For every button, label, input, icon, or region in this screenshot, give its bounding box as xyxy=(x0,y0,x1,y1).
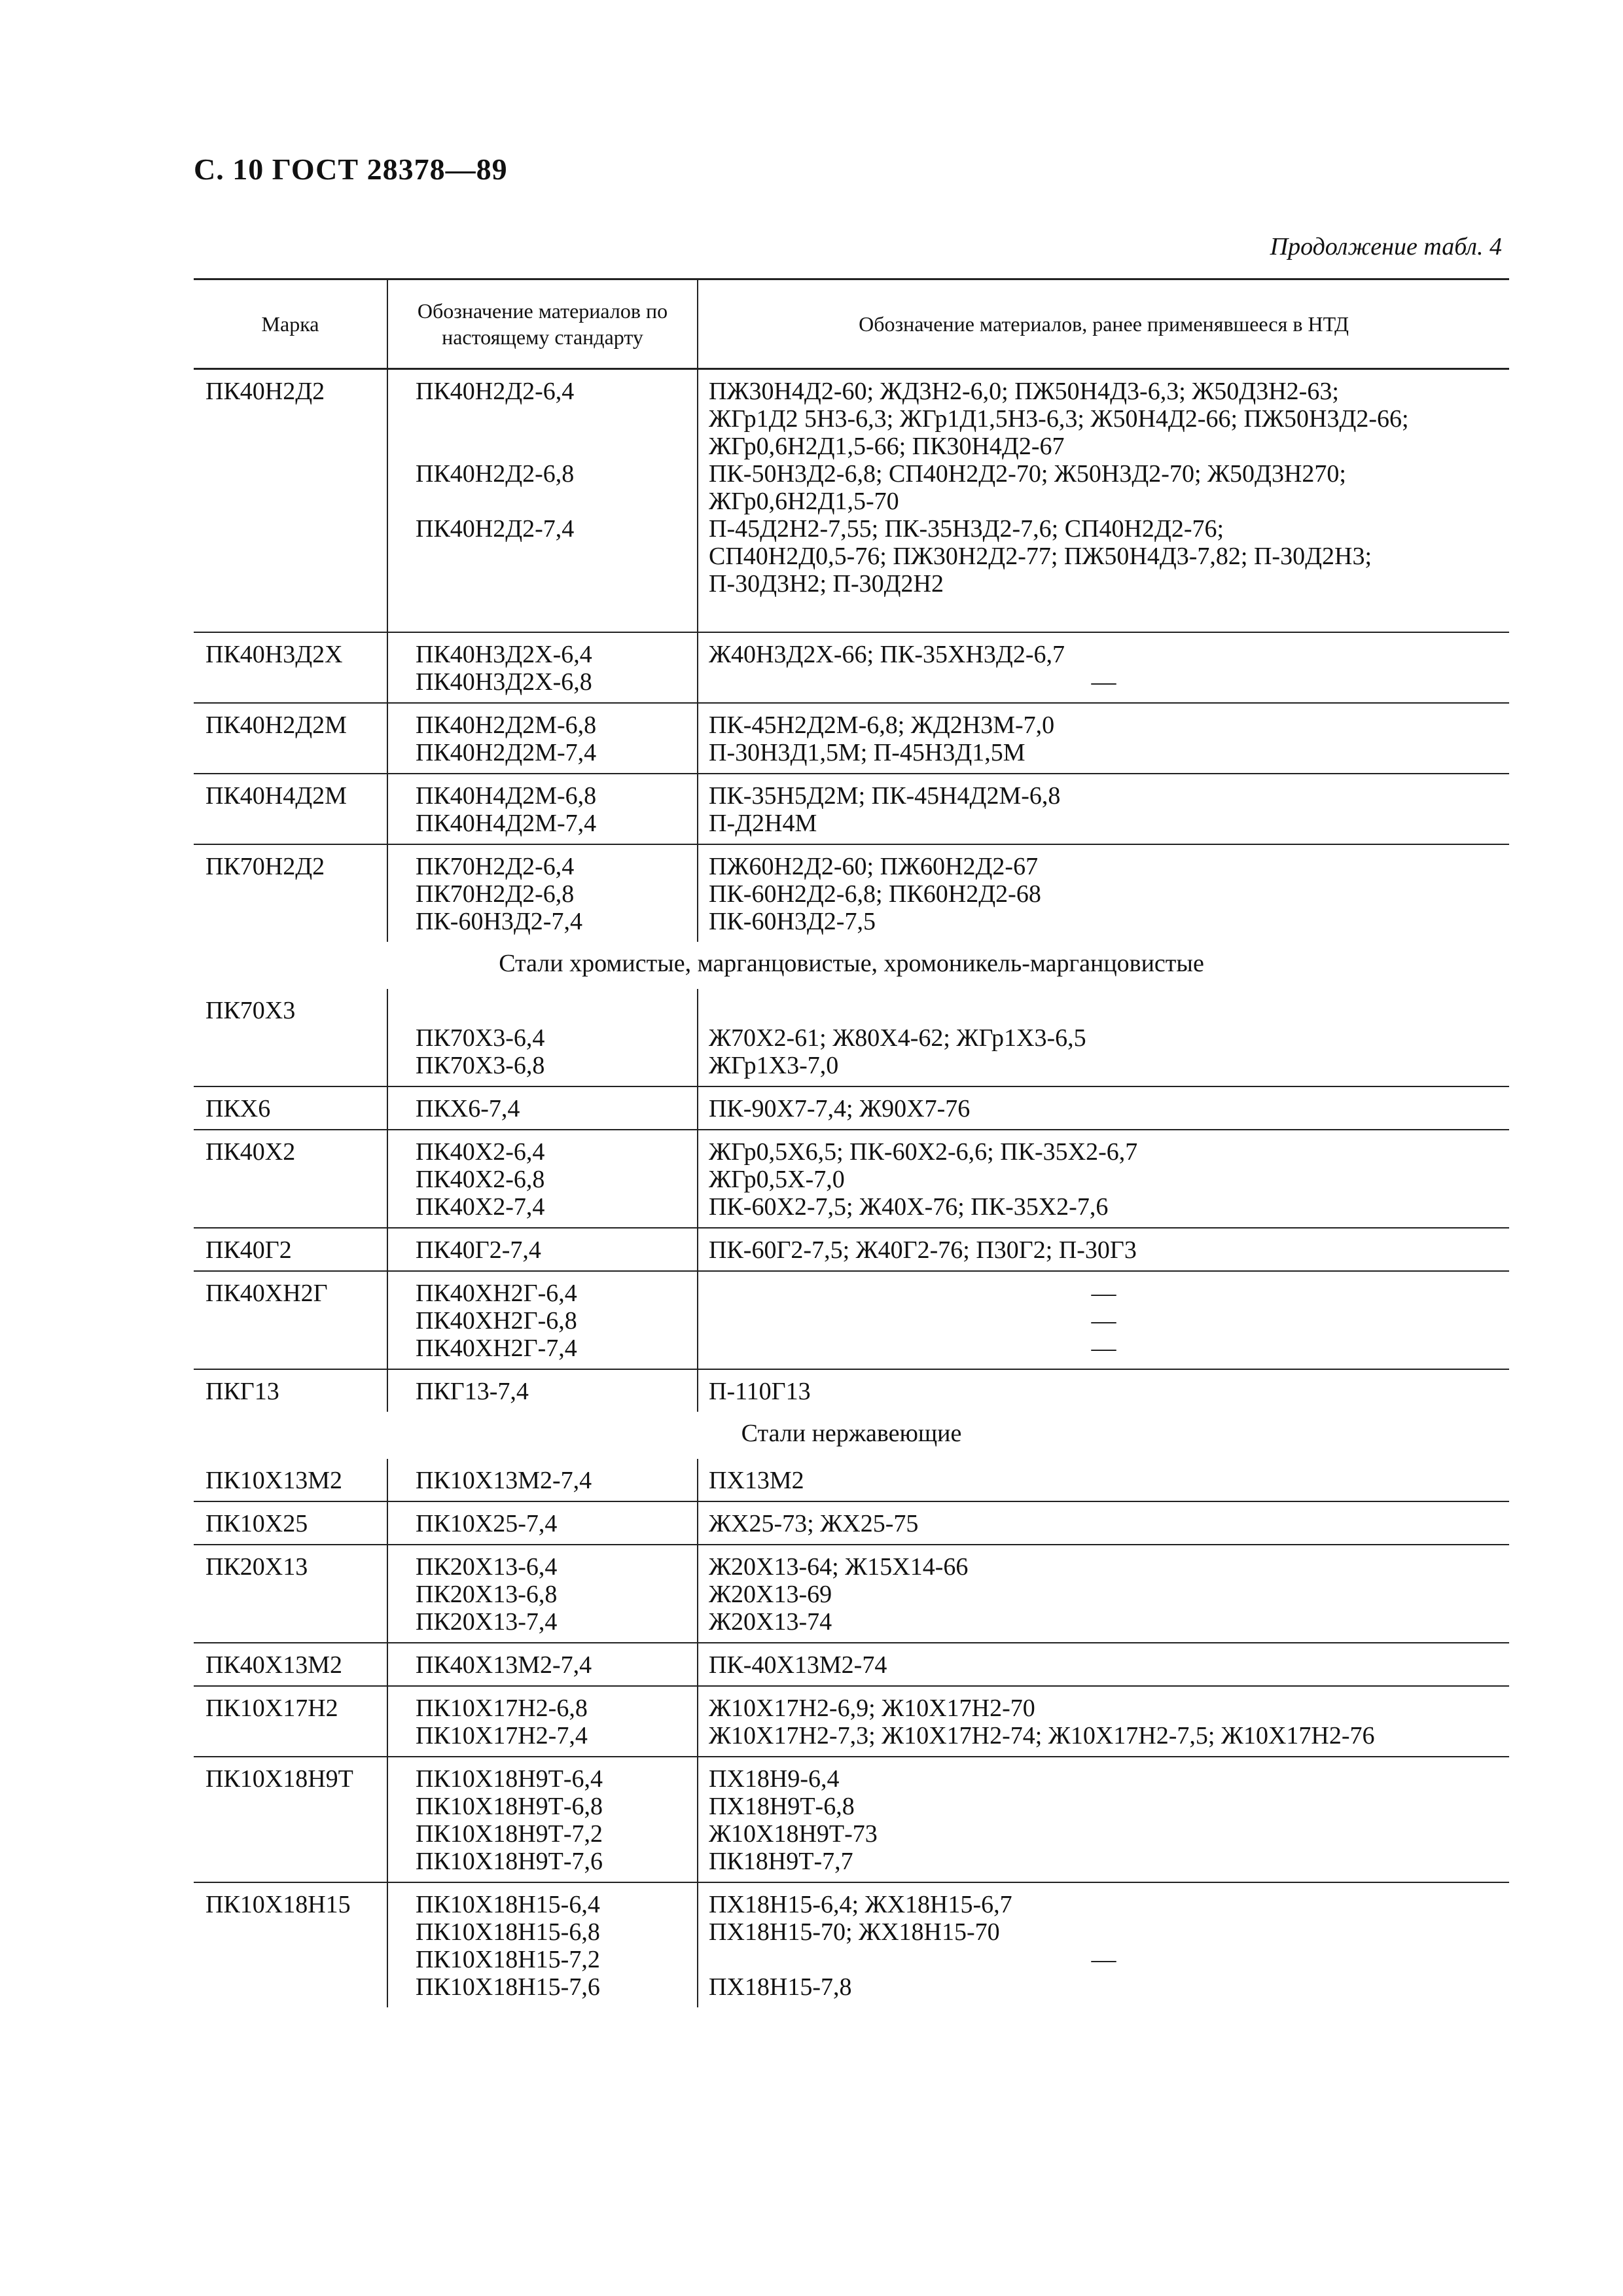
designation-line: ПК40ХН2Г-7,4 xyxy=(416,1335,577,1362)
designation-line: ПК40Н2Д2-6,8 xyxy=(416,460,575,488)
designation-line: ПК40Н4Д2М-6,8 xyxy=(416,782,597,810)
grade-cell: ПК40ХН2Г xyxy=(194,1271,387,1369)
old-designation-line: ПХ18Н9-6,4 xyxy=(709,1765,840,1793)
dash-placeholder: — xyxy=(1091,1946,1116,1973)
old-designation-line: ЖГр1Х3-7,0 xyxy=(709,1052,839,1079)
materials-table xyxy=(194,278,1509,2007)
old-designation-line: Ж10Х17Н2-7,3; Ж10Х17Н2-74; Ж10Х17Н2-7,5; Ж10Х17Н2-76 xyxy=(709,1722,1375,1749)
old-designation-line: ЖГр0,5Х6,5; ПК-60Х2-6,6; ПК-35Х2-6,7 xyxy=(709,1138,1138,1166)
designation-line: ПК40Г2-7,4 xyxy=(416,1236,541,1264)
table-row xyxy=(194,369,1509,633)
designation-line: ПК40ХН2Г-6,4 xyxy=(416,1280,577,1307)
designation-cell xyxy=(387,1501,698,1545)
column-header-designation: Обозначение материалов по настоящему стандарту xyxy=(387,279,698,369)
page-header: С. 10 ГОСТ 28378—89 xyxy=(194,152,508,186)
old-designation-cell xyxy=(698,1228,1509,1271)
old-designation-cell xyxy=(698,1545,1509,1643)
designation-line: ПК10Х13М2-7,4 xyxy=(416,1467,592,1494)
old-designation-line: ПХ18Н15-6,4; ЖХ18Н15-6,7 xyxy=(709,1891,1012,1918)
designation-cell xyxy=(387,1130,698,1228)
designation-line: ПК70Х3-6,4 xyxy=(416,1024,545,1052)
designation-line: ПК40Х2-6,4 xyxy=(416,1138,545,1166)
old-designation-cell xyxy=(698,1882,1509,2007)
grade-cell: ПК70Х3 xyxy=(194,989,387,1086)
column-header-grade: Марка xyxy=(194,279,387,369)
designation-line: ПК40Н3Д2Х-6,4 xyxy=(416,641,592,668)
designation-cell xyxy=(387,989,698,1086)
table-row xyxy=(194,1228,1509,1271)
designation-line: ПК70Н2Д2-6,8 xyxy=(416,880,575,908)
old-designation-line: Ж70Х2-61; Ж80Х4-62; ЖГр1Х3-6,5 xyxy=(709,1024,1086,1052)
table-header-row xyxy=(194,279,1509,369)
old-designation-line: ЖГр0,5Х-7,0 xyxy=(709,1166,845,1193)
old-designation-line: ПК-60Н3Д2-7,5 xyxy=(709,908,876,935)
grade-cell: ПК10Х25 xyxy=(194,1501,387,1545)
designation-cell xyxy=(387,844,698,942)
old-designation-line: Ж40Н3Д2Х-66; ПК-35ХН3Д2-6,7 xyxy=(709,641,1065,668)
designation-line: ПК10Х18Н15-6,8 xyxy=(416,1918,600,1946)
grade-cell: ПК40Х13М2 xyxy=(194,1643,387,1686)
old-designation-cell xyxy=(698,844,1509,942)
old-designation-cell xyxy=(698,774,1509,844)
designation-cell xyxy=(387,1757,698,1882)
table-row xyxy=(194,1545,1509,1643)
grade-cell: ПКХ6 xyxy=(194,1086,387,1130)
designation-line: ПК40Н2Д2М-7,4 xyxy=(416,739,597,766)
old-designation-line: ЖГр0,6Н2Д1,5-70 xyxy=(709,488,899,515)
designation-line: ПК10Х18Н15-7,2 xyxy=(416,1946,600,1973)
grade-cell: ПК40Н2Д2 xyxy=(194,369,387,633)
designation-line: ПК20Х13-6,8 xyxy=(416,1581,558,1608)
designation-line: ПК40Х2-7,4 xyxy=(416,1193,545,1221)
designation-line: ПК70Н2Д2-6,4 xyxy=(416,853,575,880)
designation-cell xyxy=(387,1643,698,1686)
old-designation-line: ПХ18Н15-70; ЖХ18Н15-70 xyxy=(709,1918,1000,1946)
old-designation-line: ПК18Н9Т-7,7 xyxy=(709,1848,853,1875)
old-designation-line: П-30Д3Н2; П-30Д2Н2 xyxy=(709,570,944,598)
old-designation-line: ПЖ30Н4Д2-60; ЖД3Н2-6,0; ПЖ50Н4Д3-6,3; Ж50Д3Н2-63; xyxy=(709,378,1339,405)
old-designation-line: Ж20Х13-74 xyxy=(709,1608,832,1636)
table-row xyxy=(194,1369,1509,1412)
designation-line: ПК20Х13-7,4 xyxy=(416,1608,558,1636)
old-designation-line: ПК-40Х13М2-74 xyxy=(709,1651,887,1679)
designation-cell xyxy=(387,703,698,774)
old-designation-line: ЖХ25-73; ЖХ25-75 xyxy=(709,1510,919,1537)
designation-cell xyxy=(387,1545,698,1643)
dash-placeholder: — xyxy=(1091,668,1116,696)
old-designation-cell xyxy=(698,989,1509,1086)
designation-line: ПК40Н4Д2М-7,4 xyxy=(416,810,597,837)
designation-cell xyxy=(387,1086,698,1130)
old-designation-cell xyxy=(698,369,1509,633)
designation-line xyxy=(416,598,687,625)
table-row xyxy=(194,1501,1509,1545)
grade-cell: ПК10Х17Н2 xyxy=(194,1686,387,1757)
designation-line: ПК40Н2Д2-6,4 xyxy=(416,378,575,405)
designation-cell xyxy=(387,1459,698,1501)
old-designation-line xyxy=(709,997,1499,1024)
grade-cell: ПК70Н2Д2 xyxy=(205,853,325,880)
old-designation-cell xyxy=(698,1130,1509,1228)
old-designation-cell xyxy=(698,1501,1509,1545)
table-row xyxy=(194,844,1509,942)
column-header-old-designation: Обозначение материалов, ранее применявшееся в НТД xyxy=(698,279,1509,369)
old-designation-line: ПК-60Н2Д2-6,8; ПК60Н2Д2-68 xyxy=(709,880,1041,908)
dash-placeholder: — xyxy=(1091,1335,1116,1362)
table-row xyxy=(194,632,1509,703)
old-designation-line: П-Д2Н4М xyxy=(709,810,817,837)
grade-cell: ПК10Х18Н9Т xyxy=(194,1757,387,1882)
grade-cell: ПК40Г2 xyxy=(194,1228,387,1271)
old-designation-line: ПК-45Н2Д2М-6,8; ЖД2Н3М-7,0 xyxy=(709,711,1055,739)
old-designation-cell xyxy=(698,1271,1509,1369)
table-body xyxy=(194,369,1509,2008)
designation-line xyxy=(416,488,687,515)
designation-cell xyxy=(387,632,698,703)
old-designation-cell xyxy=(698,703,1509,774)
designation-line: ПК40Х2-6,8 xyxy=(416,1166,545,1193)
designation-line xyxy=(416,570,687,598)
table-row xyxy=(194,703,1509,774)
designation-line: ПК40Н2Д2-7,4 xyxy=(416,515,575,543)
old-designation-cell xyxy=(698,1686,1509,1757)
grade-cell: ПК10Х18Н15 xyxy=(205,1891,351,1918)
old-designation-line: Ж10Х17Н2-6,9; Ж10Х17Н2-70 xyxy=(709,1695,1035,1722)
designation-cell xyxy=(387,1228,698,1271)
old-designation-cell xyxy=(698,1369,1509,1412)
designation-line: ПК10Х17Н2-6,8 xyxy=(416,1695,588,1722)
designation-line: ПК10Х18Н9Т-7,6 xyxy=(416,1848,603,1875)
old-designation-line: ПЖ60Н2Д2-60; ПЖ60Н2Д2-67 xyxy=(709,853,1039,880)
designation-line: ПК40Н2Д2М-6,8 xyxy=(416,711,597,739)
designation-line: ПК10Х25-7,4 xyxy=(416,1510,558,1537)
section-heading-row xyxy=(194,1412,1509,1459)
designation-cell xyxy=(387,774,698,844)
table-continuation-label: Продолжение табл. 4 xyxy=(1270,233,1502,260)
designation-line xyxy=(416,433,687,460)
designation-line xyxy=(416,543,687,570)
designation-line xyxy=(416,405,687,433)
designation-line: ПК10Х18Н9Т-6,4 xyxy=(416,1765,603,1793)
old-designation-line: ЖГр1Д2 5Н3-6,3; ЖГр1Д1,5Н3-6,3; Ж50Н4Д2-66; ПЖ50Н3Д2-66; xyxy=(709,405,1409,433)
designation-cell xyxy=(387,1271,698,1369)
designation-line: ПК40ХН2Г-6,8 xyxy=(416,1307,577,1335)
grade-cell: ПК40Н4Д2М xyxy=(194,774,387,844)
grade-cell: ПК40Н2Д2М xyxy=(194,703,387,774)
dash-placeholder: — xyxy=(1091,1280,1116,1307)
old-designation-line: ПХ13М2 xyxy=(709,1467,804,1494)
old-designation-cell xyxy=(698,1459,1509,1501)
section-heading: Стали хромистые, марганцовистые, хромоникель-марганцовистые xyxy=(499,950,1204,977)
section-heading: Стали нержавеющие xyxy=(741,1420,962,1447)
table-row xyxy=(194,774,1509,844)
designation-line: ПКГ13-7,4 xyxy=(416,1378,529,1405)
designation-line: ПК40Н3Д2Х-6,8 xyxy=(416,668,592,696)
old-designation-line: П-45Д2Н2-7,55; ПК-35Н3Д2-7,6; СП40Н2Д2-76; xyxy=(709,515,1224,543)
designation-line: ПК40Х13М2-7,4 xyxy=(416,1651,592,1679)
old-designation-line: ПК-60Х2-7,5; Ж40Х-76; ПК-35Х2-7,6 xyxy=(709,1193,1109,1221)
table-row xyxy=(194,1643,1509,1686)
grade-cell: ПК40Н3Д2Х xyxy=(194,632,387,703)
section-heading-row xyxy=(194,942,1509,989)
old-designation-line: ПХ18Н9Т-6,8 xyxy=(709,1793,855,1820)
table-row xyxy=(194,1459,1509,1501)
table-row xyxy=(194,1686,1509,1757)
designation-line: ПКХ6-7,4 xyxy=(416,1095,520,1122)
old-designation-line: Ж10Х18Н9Т-73 xyxy=(709,1820,878,1848)
old-designation-line: ПК-50Н3Д2-6,8; СП40Н2Д2-70; Ж50Н3Д2-70; Ж50Д3Н270; xyxy=(709,460,1346,488)
designation-line: ПК20Х13-6,4 xyxy=(416,1553,558,1581)
old-designation-line: ПХ18Н15-7,8 xyxy=(709,1973,852,2001)
old-designation-line: Ж20Х13-64; Ж15Х14-66 xyxy=(709,1553,969,1581)
grade-cell: ПК20Х13 xyxy=(194,1545,387,1643)
grade-cell: ПКГ13 xyxy=(205,1378,279,1405)
table-row xyxy=(194,1086,1509,1130)
old-designation-line: ЖГр0,6Н2Д1,5-66; ПК30Н4Д2-67 xyxy=(709,433,1065,460)
table-row xyxy=(194,989,1509,1086)
designation-line: ПК10Х18Н15-6,4 xyxy=(416,1891,600,1918)
designation-cell xyxy=(387,369,698,633)
dash-placeholder: — xyxy=(1091,1307,1116,1335)
designation-line: ПК10Х17Н2-7,4 xyxy=(416,1722,588,1749)
old-designation-line: СП40Н2Д0,5-76; ПЖ30Н2Д2-77; ПЖ50Н4Д3-7,82; П-30Д2Н3; xyxy=(709,543,1372,570)
table-row xyxy=(194,1271,1509,1369)
old-designation-line: П-30Н3Д1,5М; П-45Н3Д1,5М xyxy=(709,739,1026,766)
table-row xyxy=(194,1130,1509,1228)
old-designation-cell xyxy=(698,1643,1509,1686)
grade-cell: ПК10Х13М2 xyxy=(194,1459,387,1501)
old-designation-line: П-110Г13 xyxy=(709,1378,811,1405)
grade-cell: ПК40Х2 xyxy=(194,1130,387,1228)
designation-line: ПК70Х3-6,8 xyxy=(416,1052,545,1079)
designation-line: ПК10Х18Н15-7,6 xyxy=(416,1973,600,2001)
designation-line: ПК-60Н3Д2-7,4 xyxy=(416,908,582,935)
designation-line xyxy=(416,997,687,1024)
table-row xyxy=(194,1882,1509,2007)
old-designation-cell xyxy=(698,1086,1509,1130)
old-designation-cell xyxy=(698,632,1509,703)
old-designation-line: ПК-35Н5Д2М; ПК-45Н4Д2М-6,8 xyxy=(709,782,1061,810)
designation-line: ПК10Х18Н9Т-7,2 xyxy=(416,1820,603,1848)
old-designation-line: ПК-90Х7-7,4; Ж90Х7-76 xyxy=(709,1095,971,1122)
table-row xyxy=(194,1757,1509,1882)
designation-cell xyxy=(387,1882,698,2007)
designation-cell xyxy=(387,1686,698,1757)
old-designation-cell xyxy=(698,1757,1509,1882)
designation-cell xyxy=(387,1369,698,1412)
old-designation-line: Ж20Х13-69 xyxy=(709,1581,832,1608)
designation-line: ПК10Х18Н9Т-6,8 xyxy=(416,1793,603,1820)
old-designation-line: ПК-60Г2-7,5; Ж40Г2-76; П30Г2; П-30Г3 xyxy=(709,1236,1137,1264)
